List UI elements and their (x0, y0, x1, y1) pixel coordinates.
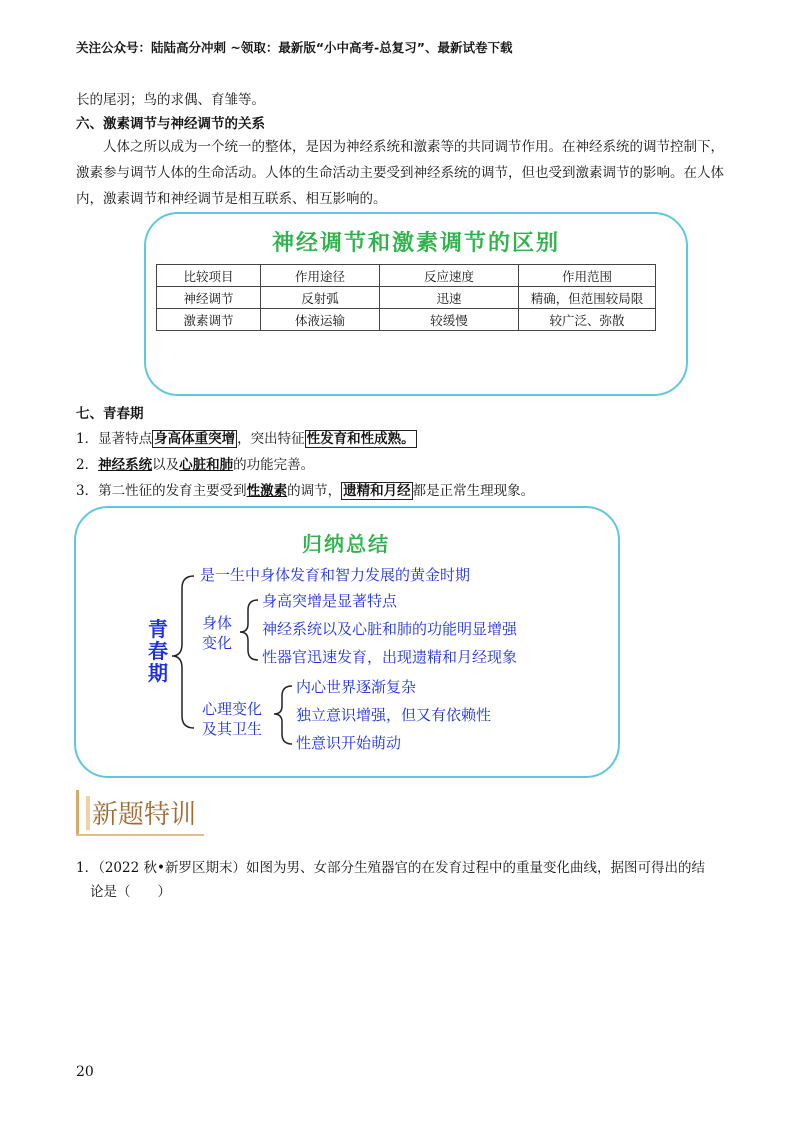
answer-underline: 神经系统 (98, 457, 153, 473)
item-text: 2． (76, 457, 99, 473)
item-text: 1．显著特点 (76, 431, 153, 447)
section7-item-3 (76, 481, 534, 501)
body-change-label-2: 变化 (202, 634, 233, 652)
table-header-row (157, 265, 656, 287)
table-cell: 迅速 (380, 287, 519, 309)
item-text: 都是正常生理现象。 (412, 483, 535, 499)
table-row (157, 287, 656, 309)
table-cell: 较缓慢 (380, 309, 519, 331)
table-header-cell: 作用途径 (261, 265, 380, 287)
page-number: 20 (76, 1064, 94, 1080)
answer-underline: 性激素 (246, 483, 288, 499)
section7-item-1 (76, 429, 417, 449)
table-header-cell: 作用范围 (519, 265, 656, 287)
summary-title: 归纳总结 (302, 532, 390, 556)
section6-heading: 六、激素调节与神经调节的关系 (76, 116, 265, 132)
answer-underline: 心脏和肺 (179, 457, 234, 473)
table-header-cell: 比较项目 (157, 265, 261, 287)
item-text: 的功能完善。 (233, 457, 315, 473)
body-item: 性器官迅速发育，出现遗精和月经现象 (262, 648, 518, 666)
section6-paragraph: 人体之所以成为一个统一的整体，是因为神经系统和激素等的共同调节作用。在神经系统的调节控制下，激素参与调节人体的生命活动。人体的生命活动主要受到神经系统的调节，但也受到激素调节的影响。在人体内，激素调节和神经调节是相互联系、相互影响的。 (76, 139, 724, 207)
body-item: 身高突增是显著特点 (262, 592, 398, 610)
table-header-cell: 反应速度 (380, 265, 519, 287)
answer-box: 性发育和性成熟。 (306, 431, 415, 447)
table-cell: 激素调节 (157, 309, 261, 331)
body-change-label-1: 身体 (202, 614, 233, 632)
body-item: 神经系统以及心脏和肺的功能明显增强 (262, 620, 518, 638)
question-1-line-1: 1．（2022 秋•新罗区期末）如图为男、女部分生殖器官的在发育过程中的重量变化曲线，据图可得出的结 (76, 860, 705, 876)
mind-item: 性意识开始萌动 (296, 734, 402, 752)
mind-item: 独立意识增强，但又有依赖性 (296, 706, 492, 724)
summary-root-label: 青春期 (148, 617, 168, 685)
compare-title: 神经调节和激素调节的区别 (271, 231, 560, 256)
table-cell: 反射弧 (261, 287, 380, 309)
summary-line-1: 是一生中身体发育和智力发展的黄金时期 (200, 566, 471, 584)
compare-panel (144, 212, 688, 396)
summary-panel (74, 506, 620, 778)
banner-text: 新题特训 (92, 800, 197, 830)
mind-change-label-2: 及其卫生 (202, 720, 263, 738)
table-cell: 较广泛、弥散 (519, 309, 656, 331)
section7-heading: 七、青春期 (76, 406, 144, 422)
answer-box: 遗精和月经 (343, 483, 411, 499)
table-cell: 精确，但范围较局限 (519, 287, 656, 309)
item-text: 的调节， (287, 483, 342, 499)
banner-bar (86, 796, 90, 830)
table-row (157, 309, 656, 331)
table-cell: 神经调节 (157, 287, 261, 309)
answer-box: 身高体重突增 (154, 431, 236, 447)
section-banner (76, 790, 206, 836)
compare-table (156, 264, 656, 331)
banner-underline (76, 834, 204, 836)
intro-line: 长的尾羽；鸟的求偶、育雏等。 (76, 92, 265, 108)
section7-item-2 (76, 455, 314, 475)
question-1-line-2: 论是（ ） (90, 884, 171, 900)
page-header: 关注公众号：陆陆高分冲刺 ~领取：最新版“小中高考-总复习”、最新试卷下载 (76, 40, 513, 55)
item-text: 以及 (152, 457, 180, 473)
table-cell: 体液运输 (261, 309, 380, 331)
item-text: ，突出特征 (237, 431, 305, 447)
mind-change-label-1: 心理变化 (202, 700, 263, 718)
mind-item: 内心世界逐渐复杂 (296, 678, 417, 696)
banner-bar (76, 790, 79, 836)
item-text: 3．第二性征的发育主要受到 (76, 483, 247, 499)
